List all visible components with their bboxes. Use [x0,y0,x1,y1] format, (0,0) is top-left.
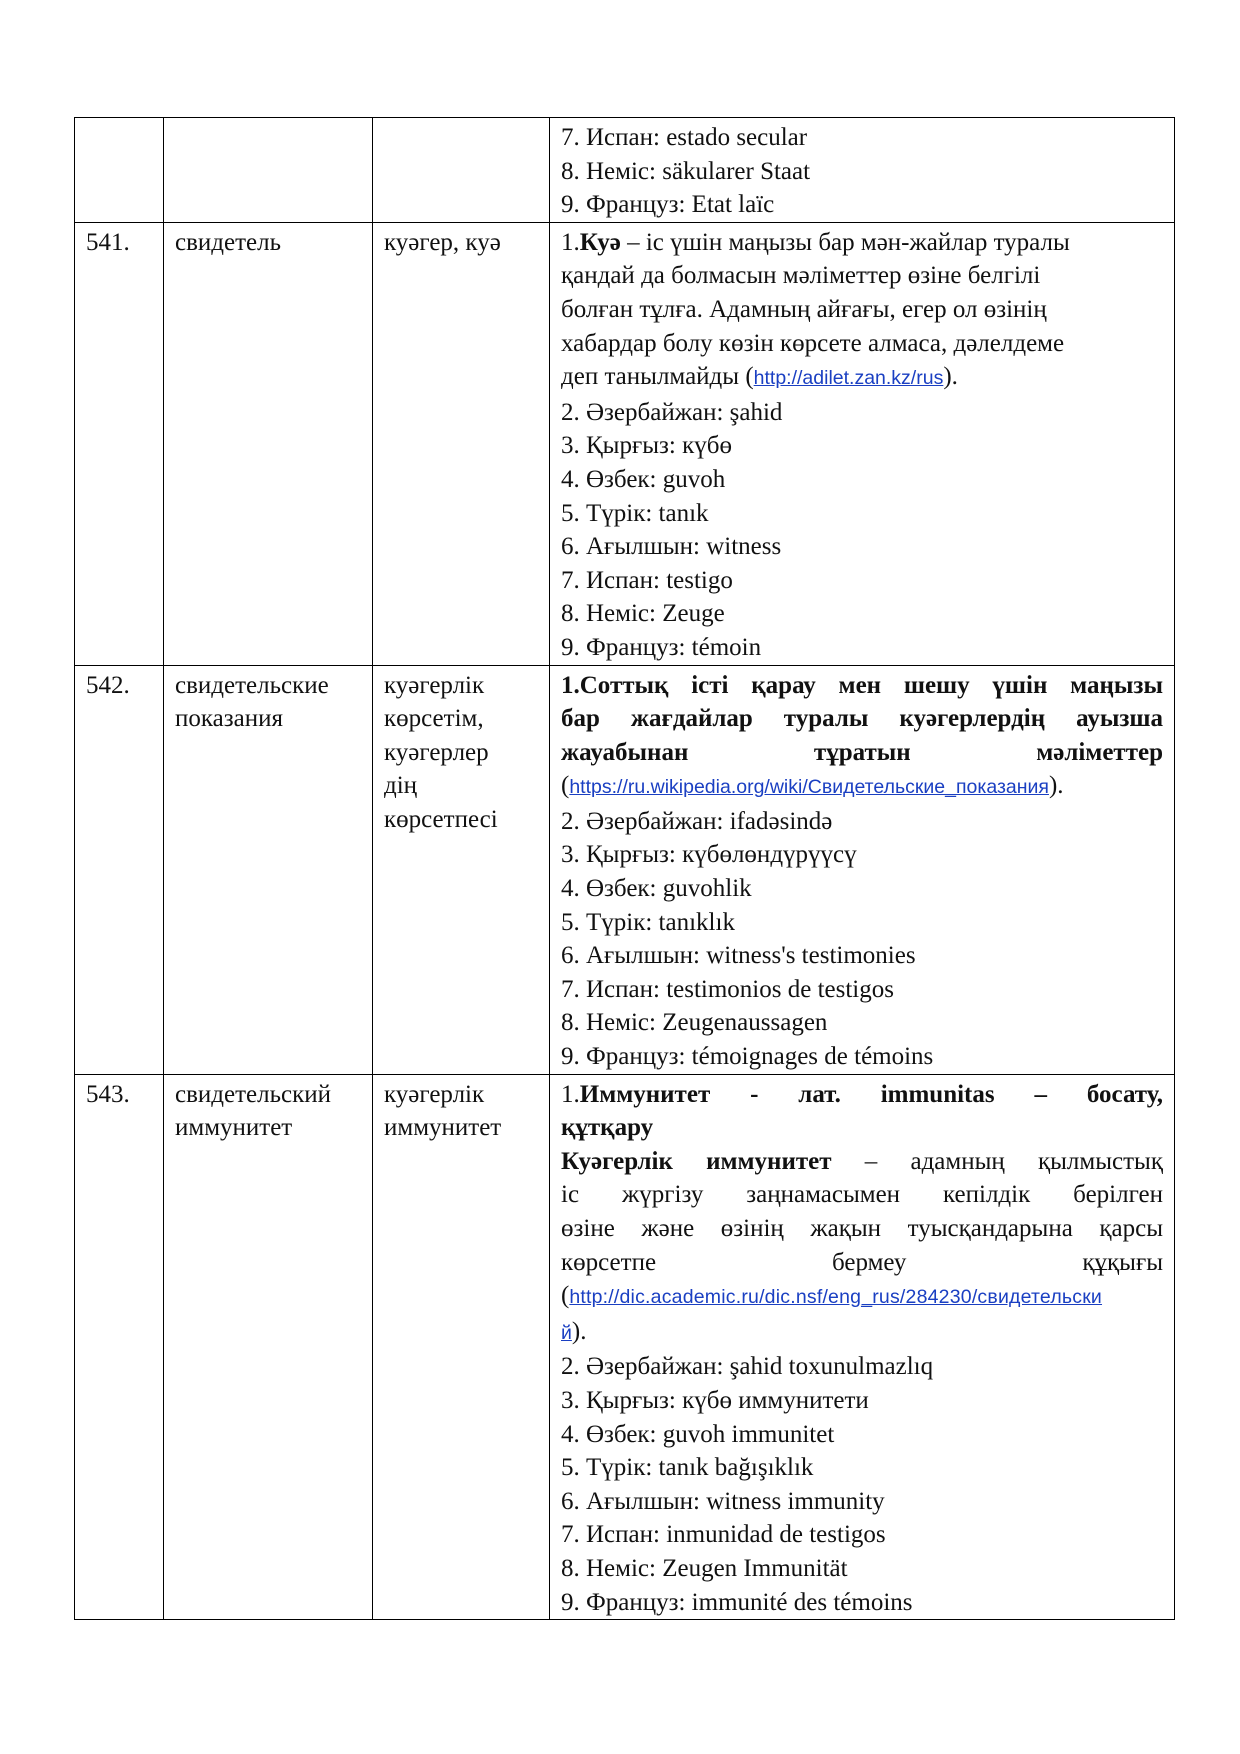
kazakh-term-line: иммунитет [384,1114,502,1142]
table-row [75,665,1175,1074]
translation-line: 3. Қырғыз: күбө [561,432,732,460]
kazakh-term-line: куәгерлер [384,738,489,766]
kazakh-term [373,222,550,665]
kazakh-term-line: көрсетпесі [384,805,498,833]
definition-line [561,360,1163,396]
definition-line [561,1315,1163,1351]
definition-text: ). [571,1317,587,1345]
russian-term [164,665,373,1074]
translation-line: 5. Түрік: tanık [561,499,709,527]
translation-line: 4. Өзбек: guvohlik [561,875,752,903]
russian-term-line: свидетельские [175,671,329,699]
kazakh-term-line: дің [384,772,418,800]
definition-bold-text: Иммунитет - лат. immunitas – босату, [579,1080,1163,1108]
translation-line: 9. Француз: témoin [561,633,762,661]
russian-term [164,118,373,223]
definition-cell [550,665,1175,1074]
definition-line [561,226,1163,260]
definition-text: деп танылмайды ( [561,363,754,391]
definition-line [561,769,1163,805]
translation-line: 3. Қырғыз: күбөлөндүрүүсү [561,841,857,869]
kazakh-term [373,1074,550,1620]
definition-bold-line: жауабынан тұратын мәліметтер [561,738,1163,766]
russian-term-line: свидетельский [175,1080,331,1108]
definition-cell [550,222,1175,665]
definition-line: іс жүргізу заңнамасымен кепілдік берілген [561,1181,1163,1209]
translation-line: 8. Неміс: Zeugenaussagen [561,1009,828,1037]
definition-bold-line: 1.Соттық істі қарау мен шешу үшін маңызы [561,671,1163,699]
definition-text: ). [1048,772,1064,800]
definition-text: ). [943,363,958,391]
entry-number: 541. [75,222,164,665]
definition-number: 1. [561,228,580,256]
definition-cell [550,1074,1175,1620]
definition-bold-line: құтқару [561,1114,654,1142]
russian-term-line: иммунитет [175,1114,293,1142]
russian-term [164,222,373,665]
translation-line: 9. Француз: témoignages de témoins [561,1043,934,1071]
definition-bold-line: бар жағдайлар туралы куәгерлердің ауызша [561,705,1163,733]
definition-term: Куәгерлік иммунитет [561,1147,832,1175]
kazakh-term [373,665,550,1074]
translation-line: 7. Испан: testimonios de testigos [561,975,894,1003]
entry-number: 543. [75,1074,164,1620]
definition-line: болған тұлға. Адамның айғағы, егер ол өзінің [561,295,1047,323]
translation-line: 4. Өзбек: guvoh [561,465,726,493]
translation-line: 7. Испан: inmunidad de testigos [561,1521,886,1549]
kazakh-term-line: куәгерлік [384,671,485,699]
translation-line: 5. Түрік: tanıklık [561,908,735,936]
kazakh-term-line: куәгерлік [384,1080,485,1108]
definition-line [561,1145,1163,1179]
translation-line: 8. Неміс: Zeuge [561,600,725,628]
translation-line: 9. Француз: immunité des témoins [561,1588,913,1616]
source-link[interactable]: http://dic.academic.ru/dic.nsf/eng_rus/284230/свидетельски [569,1286,1103,1309]
translation-line: 8. Неміс: Zeugen Immunität [561,1554,848,1582]
translation-line: 2. Әзербайжан: ifadəsində [561,807,833,835]
translation-line: 2. Әзербайжан: şahid [561,398,783,426]
definition-line: хабардар болу көзін көрсете алмаса, дәлелдеме [561,329,1065,357]
source-link[interactable]: й [561,1321,572,1344]
kazakh-term-line: куәгер, куә [384,228,501,256]
translation-line: 9. Француз: Etat laïc [561,191,775,219]
kazakh-term [373,118,550,223]
source-link[interactable]: http://adilet.zan.kz/rus [753,367,944,390]
definition-line: өзіне және өзінің жақын туысқандарына қарсы [561,1215,1163,1242]
definition-line [561,1078,1163,1112]
definition-line: көрсетпе бермеу құқығы [561,1248,1163,1276]
table-row [75,1074,1175,1620]
table-row [75,222,1175,665]
translation-line: 7. Испан: testigo [561,566,733,594]
translation-line: 2. Әзербайжан: şahid toxunulmazlıq [561,1353,934,1381]
translation-line: 4. Өзбек: guvoh immunitet [561,1420,835,1448]
definition-text: – іс үшін маңызы бар мән-жайлар туралы [620,228,1070,256]
translation-line: 5. Түрік: tanık bağışıklık [561,1454,814,1482]
translation-line: 7. Испан: estado secular [561,124,808,151]
source-link[interactable]: https://ru.wikipedia.org/wiki/Свидетельские_показания [569,776,1049,799]
definition-line: қандай да болмасын мәліметтер өзіне белгілі [561,262,1041,290]
russian-term-line: показания [175,705,283,733]
definition-cell [550,118,1175,223]
entry-number [75,118,164,223]
translation-line: 6. Ағылшын: witness's testimonies [561,942,916,970]
translation-line: 8. Неміс: säkularer Staat [561,157,811,185]
definition-text: ( [561,1282,570,1310]
kazakh-term-line: көрсетім, [384,705,484,733]
definition-term: Куә [579,228,621,256]
definition-text: – адамның қылмыстық [831,1147,1163,1175]
translation-line: 3. Қырғыз: күбө иммунитети [561,1386,869,1414]
definition-number: 1. [561,1080,580,1108]
translation-line: 6. Ағылшын: witness [561,533,782,561]
entry-number: 542. [75,665,164,1074]
russian-term [164,1074,373,1620]
russian-term-line: свидетель [175,228,281,256]
definition-text: ( [561,772,570,800]
dictionary-table [74,117,1175,1620]
table-row [75,118,1175,223]
translation-line: 6. Ағылшын: witness immunity [561,1487,885,1515]
definition-line [561,1279,1163,1315]
